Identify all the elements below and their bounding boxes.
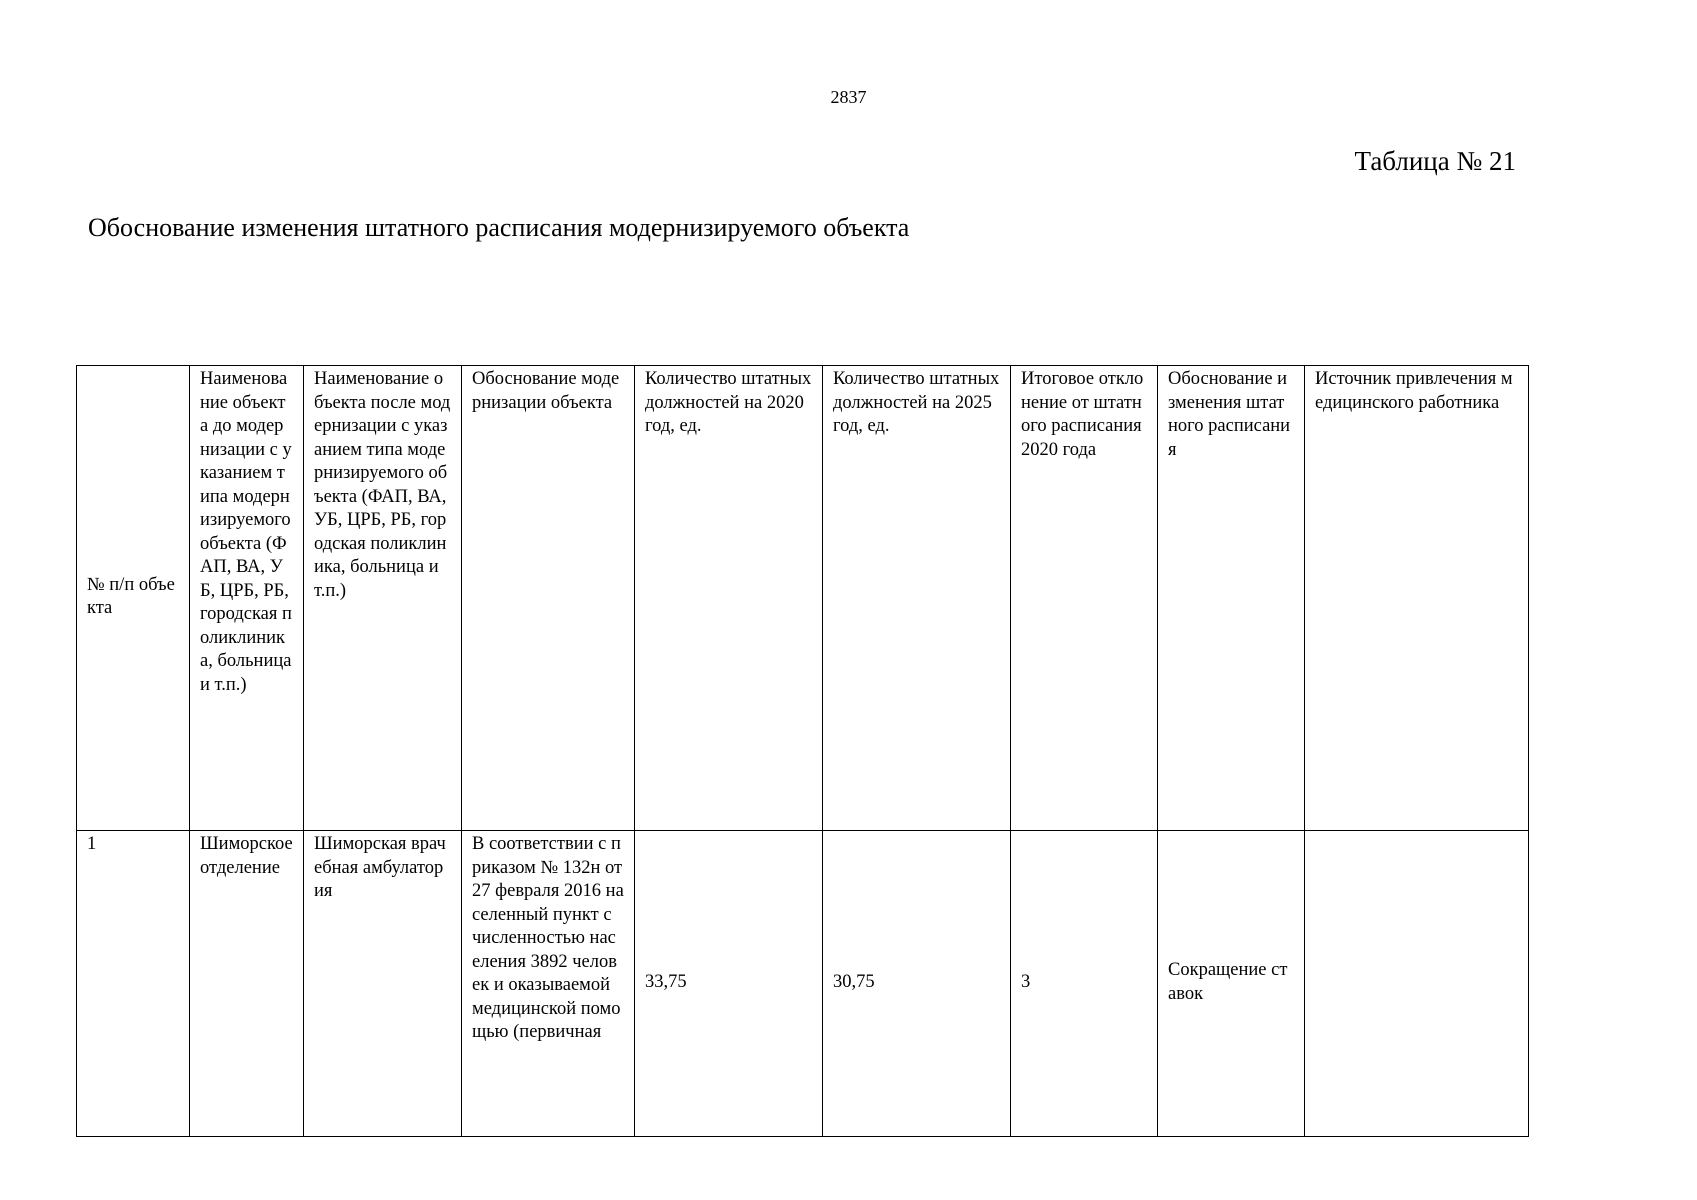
staffing-table bbox=[76, 365, 1529, 1137]
document-title: Обоснование изменения штатного расписания модернизируемого объекта bbox=[88, 213, 910, 242]
header-modernization-justification: Обоснование модернизации объекта bbox=[462, 366, 635, 831]
table-row bbox=[77, 831, 1529, 1137]
header-staff-source: Источник привлечения медицинского работника bbox=[1305, 366, 1529, 831]
header-staff-2025: Количество штатных должностей на 2025 год, ед. bbox=[823, 366, 1011, 831]
header-name-before: Наименование объекта до модернизации с указанием типа модернизируемого объекта (ФАП, ВА, УБ, ЦРБ, РБ, городская поликлиника, больница и т.п.) bbox=[190, 366, 304, 831]
cell-modernization-justification bbox=[462, 831, 635, 1137]
header-object-number: № п/п объекта bbox=[77, 366, 190, 831]
table-label: Таблица № 21 bbox=[1354, 146, 1516, 176]
page-number: 2837 bbox=[830, 87, 867, 107]
cell-name-after: Шиморская врачебная амбулатория bbox=[304, 831, 462, 1137]
cell-staff-source bbox=[1305, 831, 1529, 1137]
header-change-justification: Обоснование изменения штатного расписания bbox=[1158, 366, 1305, 831]
cell-staff-2025: 30,75 bbox=[823, 831, 1011, 1137]
cell-change-justification: Сокращение ставок bbox=[1158, 831, 1305, 1137]
cell-object-number: 1 bbox=[77, 831, 190, 1137]
header-staff-2020: Количество штатных должностей на 2020 год, ед. bbox=[635, 366, 823, 831]
cell-total-deviation: 3 bbox=[1011, 831, 1158, 1137]
cell-modernization-justification-text: В соответствии с приказом № 132н от 27 февраля 2016 населенный пункт с численностью населения 3892 человек и оказываемой медицинской помощью (первичная bbox=[472, 834, 624, 1042]
header-name-after: Наименование объекта после модернизации с указанием типа модернизируемого объекта (ФАП, ВА, УБ, ЦРБ, РБ, городская поликлиника, больница и т.п.) bbox=[304, 366, 462, 831]
cell-staff-2020: 33,75 bbox=[635, 831, 823, 1137]
header-total-deviation: Итоговое отклонение от штатного расписания 2020 года bbox=[1011, 366, 1158, 831]
table-header-row bbox=[77, 366, 1529, 831]
cell-name-before: Шиморское отделение bbox=[190, 831, 304, 1137]
